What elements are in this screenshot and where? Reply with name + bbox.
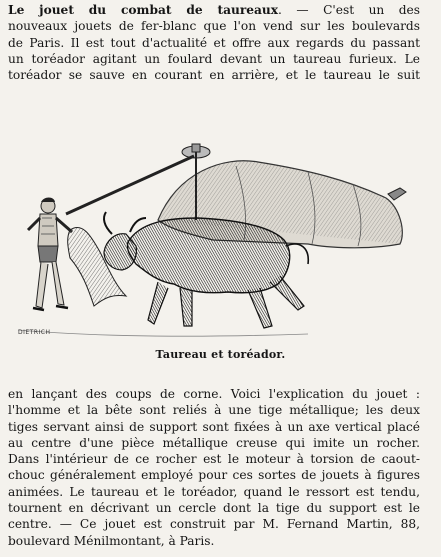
text-line: animées. Le taureau et le toréador, quand le ressort est tendu, [8,484,420,499]
text-line: C'est un des [323,3,421,17]
first-line [8,2,420,18]
text-line: l'homme et la bête sont reliés à une tige métallique; les deux [8,403,420,418]
figure-caption: Taureau et toréador. [155,348,286,361]
text-line: nouveaux jouets de fer-blanc que l'on vend sur les boulevards [8,19,420,34]
text-line: un toréador agitant un foulard devant un taureau furieux. Le [8,51,420,66]
toreador-figure [28,198,72,311]
intro-paragraph [8,2,420,83]
bull-and-toreador-illustration [8,122,418,344]
text-line: en lançant des coups de corne. Voici l'explication du jouet : [8,387,420,401]
text-line: Dans l'intérieur de ce rocher est le moteur à torsion de caout- [8,452,420,467]
text-line: tiges servant ainsi de support sont fixées à un axe vertical placé [8,419,420,434]
text-line: de Paris. Il est tout d'actualité et offre aux regards du passant [8,35,420,50]
article-title: Le jouet du combat de taureaux [8,3,279,17]
title-dash: . — [278,3,324,17]
text-line: tournent en décrivant un cercle dont la tige du support est le [8,501,420,516]
artist-signature: DIETRICH [18,329,51,336]
ground-line [18,330,308,336]
explanation-paragraph [8,386,420,549]
text-line: chouc généralement employé pour ces sortes de jouets à figures [8,468,420,483]
text-line: toréador se sauve en courant en arrière, et le taureau le suit [8,68,420,83]
text-line: au centre d'une pièce métallique creuse qui imite un rocher. [8,435,420,450]
text-line: centre. — Ce jouet est construit par M. Fernand Martin, 88, [8,517,420,532]
text-line: boulevard Ménilmontant, à Paris. [8,533,215,548]
